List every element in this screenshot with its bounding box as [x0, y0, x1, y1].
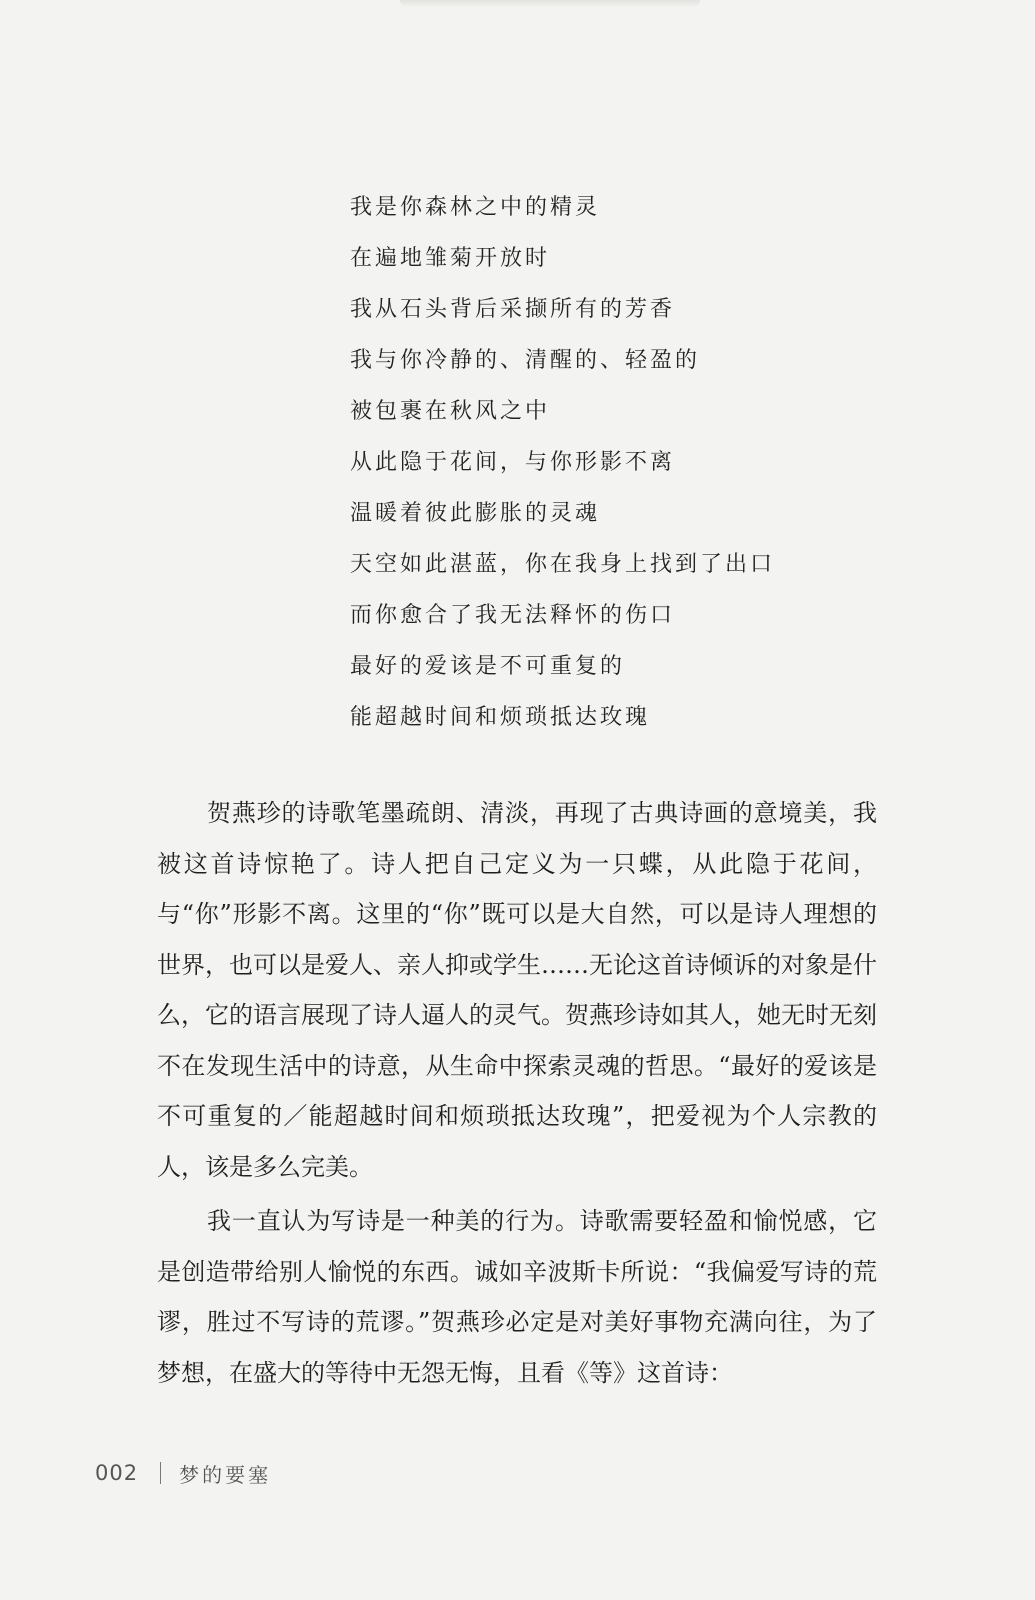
- poem-line: 而你愈合了我无法释怀的伤口: [350, 603, 676, 628]
- poem-line: 被包裹在秋风之中: [350, 399, 551, 424]
- poem: [350, 182, 775, 743]
- page-edge-shadow: [400, 0, 700, 8]
- footer-divider: [160, 1462, 161, 1484]
- poem-line: 天空如此湛蓝，你在我身上找到了出口: [350, 552, 776, 577]
- paragraph: 贺燕珍的诗歌笔墨疏朗、清淡，再现了古典诗画的意境美，我被这首诗惊艳了。诗人把自己定义为一只蝶，从此隐于花间，与“你”形影不离。这里的“你”既可以是大自然，可以是诗人理想的世界，也可以是爱人、亲人抑或学生……无论这首诗倾诉的对象是什么，它的语言展现了诗人逼人的灵气。贺燕珍诗如其人，她无时无刻不在发现生活中的诗意，从生命中探索灵魂的哲思。“最好的爱该是不可重复的／能超越时间和烦琐抵达玫瑰”，把爱视为个人宗教的人，该是多么完美。: [157, 799, 877, 1181]
- running-title: 梦的要塞: [179, 1462, 272, 1487]
- poem-line: 从此隐于花间，与你形影不离: [350, 450, 676, 475]
- poem-line: 最好的爱该是不可重复的: [350, 654, 626, 679]
- paragraph: 我一直认为写诗是一种美的行为。诗歌需要轻盈和愉悦感，它是创造带给别人愉悦的东西。诚如辛波斯卡所说：“我偏爱写诗的荒谬，胜过不写诗的荒谬。”贺燕珍必定是对美好事物充满向往，为了梦想，在盛大的等待中无怨无悔，且看《等》这首诗：: [157, 1207, 877, 1387]
- poem-line: 我从石头背后采撷所有的芳香: [350, 297, 676, 322]
- page-footer: [95, 1458, 271, 1488]
- poem-line: 我是你森林之中的精灵: [350, 195, 601, 220]
- poem-line: 我与你冷静的、清醒的、轻盈的: [350, 348, 701, 373]
- poem-line: 温暖着彼此膨胀的灵魂: [350, 501, 601, 526]
- body-text: [157, 788, 877, 1402]
- page-number: 002: [95, 1461, 139, 1485]
- poem-line: 能超越时间和烦琐抵达玫瑰: [350, 705, 651, 730]
- poem-line: 在遍地雏菊开放时: [350, 246, 551, 271]
